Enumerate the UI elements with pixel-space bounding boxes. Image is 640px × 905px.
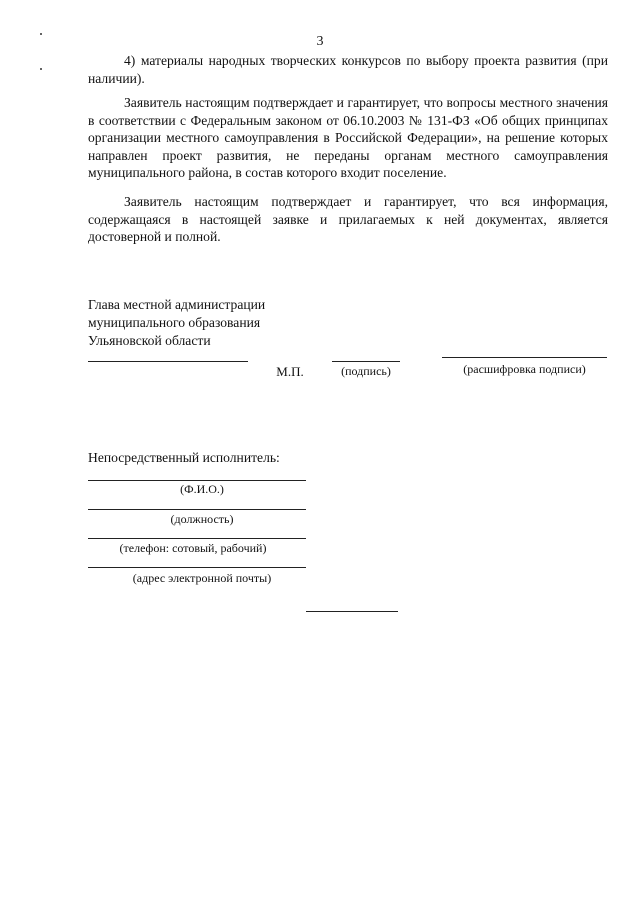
email-line — [88, 567, 306, 568]
signatory-line: муниципального образования — [88, 315, 261, 330]
position-label: (должность) — [170, 512, 234, 526]
paragraph-guarantee-info: Заявитель настоящим подтверждает и гарантирует, что вся информация, содержащаяся в настоящей заявке и прилагаемых к ней документах, является достоверной и полной. — [88, 194, 608, 244]
signature-line — [332, 361, 400, 362]
position-line — [88, 509, 306, 510]
executor-title: Непосредственный исполнитель: — [88, 450, 280, 465]
closing-divider — [306, 611, 398, 612]
page-number: 3 — [316, 34, 324, 49]
paragraph-materials: 4) материалы народных творческих конкурсов по выбору проекта развития (при наличии). — [88, 53, 608, 86]
paragraph-guarantee-local-issues: Заявитель настоящим подтверждает и гарантирует, что вопросы местного значения в соответствии с Федеральным законом от 06.10.2003 № 131-ФЗ «Об общих принципах организации местного самоуправления в Российской Федерации», на решение которых направлен проект развития, не переданы органам местного самоуправления муниципального района, в состав которого входит поселение. — [88, 95, 608, 180]
signature-label: (подпись) — [341, 364, 391, 378]
fio-label: (Ф.И.О.) — [180, 482, 224, 496]
scan-speck — [40, 68, 42, 70]
signatory-line: Глава местной администрации — [88, 297, 266, 312]
email-label: (адрес электронной почты) — [132, 571, 272, 585]
signatory-line: Ульяновской области — [88, 333, 211, 348]
decoding-line — [442, 357, 607, 358]
signatory-blank-line — [88, 361, 248, 362]
decoding-label: (расшифровка подписи) — [463, 362, 586, 376]
fio-line — [88, 480, 306, 481]
stamp-label: М.П. — [276, 364, 304, 379]
signatory-title — [88, 296, 388, 350]
phone-label: (телефон: сотовый, рабочий) — [119, 541, 267, 555]
phone-line — [88, 538, 306, 539]
